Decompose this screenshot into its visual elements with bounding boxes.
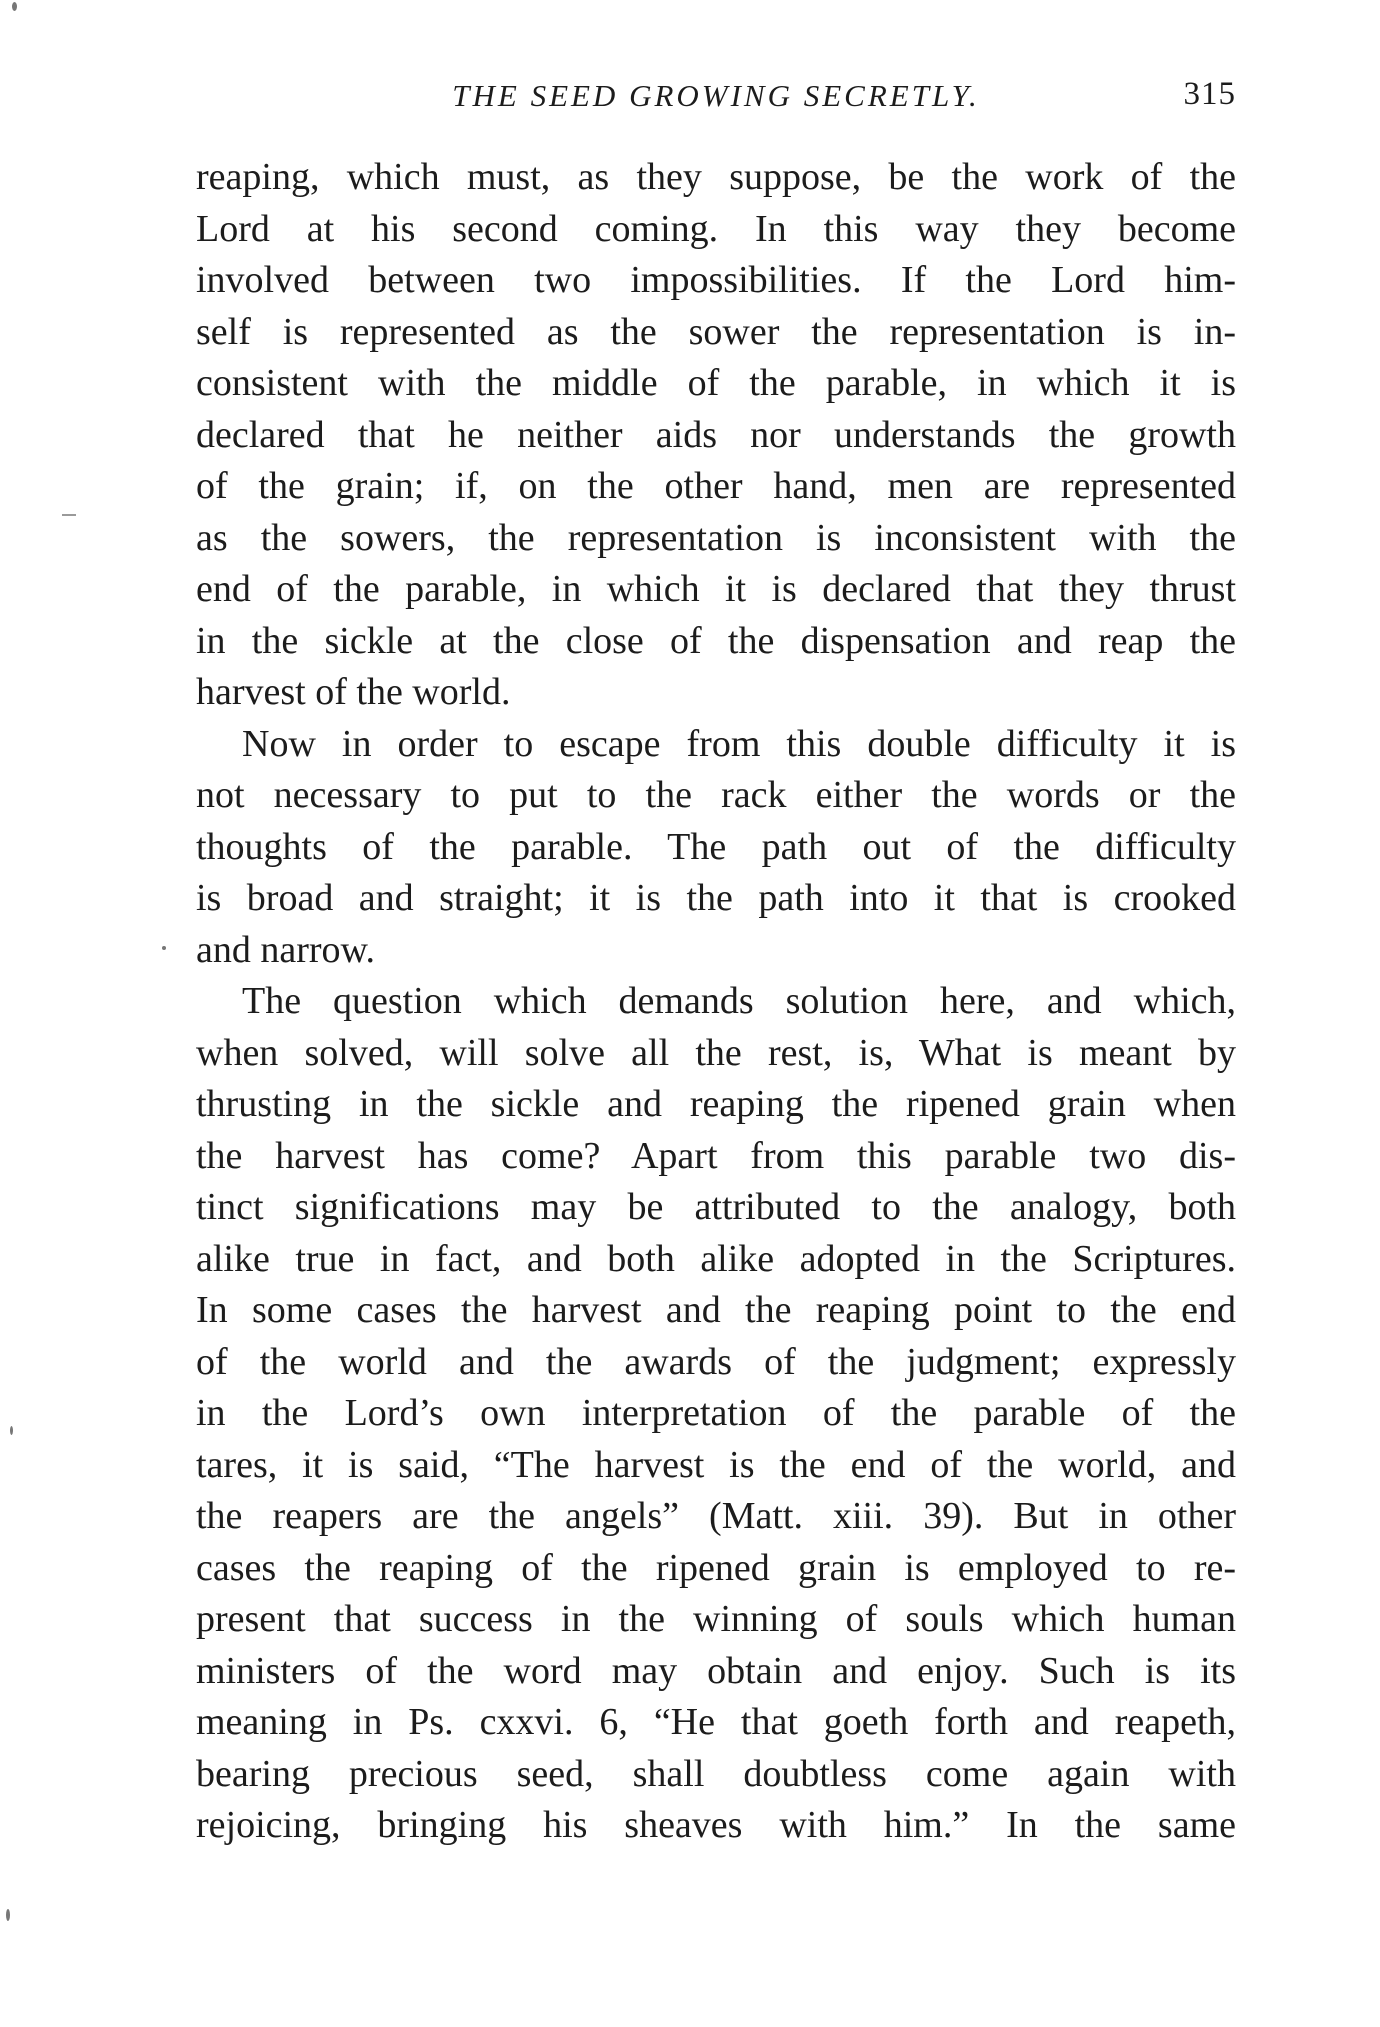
text-line: the harvest has come? Apart from this parable two dis- (196, 1134, 1236, 1177)
text-line: Now in order to escape from this double difficulty it is (242, 722, 1236, 765)
text-line: meaning in Ps. cxxvi. 6, “He that goeth forth and reapeth, (196, 1701, 1236, 1743)
text-line: not necessary to put to the rack either the words or the (196, 774, 1236, 816)
text-line: The question which demands solution here, and which, (242, 980, 1236, 1022)
text-line: as the sowers, the representation is inconsistent with the (196, 516, 1236, 559)
text-line: declared that he neither aids nor understands the growth (196, 413, 1236, 456)
text-line: consistent with the middle of the parable, in which it is (196, 362, 1236, 404)
text-line: reaping, which must, as they suppose, be the work of the (196, 156, 1236, 198)
text-line: is broad and straight; it is the path into it that is crooked (196, 877, 1236, 919)
page-number: 315 (1183, 76, 1236, 112)
text-line: in the sickle at the close of the dispensation and reap the (196, 619, 1236, 662)
text-line: Lord at his second coming. In this way they become (196, 207, 1236, 250)
text-line: when solved, will solve all the rest, is, What is meant by (196, 1031, 1236, 1074)
text-line: of the world and the awards of the judgment; expressly (196, 1340, 1236, 1383)
text-line: rejoicing, bringing his sheaves with him.” In the same (196, 1804, 1236, 1846)
text-line: present that success in the winning of souls which human (196, 1598, 1236, 1640)
text-line: thoughts of the parable. The path out of the difficulty (196, 825, 1236, 868)
body-text (196, 152, 1236, 1852)
text-line: ministers of the word may obtain and enjoy. Such is its (196, 1649, 1236, 1692)
text-line: tinct significations may be attributed to the analogy, both (196, 1186, 1236, 1228)
text-line: cases the reaping of the ripened grain is employed to re- (196, 1546, 1236, 1589)
text-line: involved between two impossibilities. If the Lord him- (196, 259, 1236, 301)
page-speck (162, 946, 166, 950)
text-line: in the Lord’s own interpretation of the parable of the (196, 1392, 1236, 1434)
text-line: and narrow. (196, 928, 376, 971)
text-line: of the grain; if, on the other hand, men are represented (196, 465, 1236, 507)
text-line: end of the parable, in which it is declared that they thrust (196, 568, 1236, 610)
text-line: tares, it is said, “The harvest is the end of the world, and (196, 1443, 1236, 1486)
text-line: thrusting in the sickle and reaping the ripened grain when (196, 1083, 1236, 1125)
running-title: THE SEED GROWING SECRETLY. (452, 78, 980, 113)
text-line: alike true in fact, and both alike adopted in the Scriptures. (196, 1237, 1236, 1280)
running-head (196, 74, 1236, 124)
text-line: the reapers are the angels” (Matt. xiii. 39). But in other (196, 1495, 1236, 1537)
margin-mark (62, 514, 76, 516)
page-speck (12, 2, 17, 11)
text-line: harvest of the world. (196, 671, 511, 713)
text-line: bearing precious seed, shall doubtless come again with (196, 1752, 1236, 1795)
text-line: In some cases the harvest and the reaping point to the end (196, 1289, 1236, 1331)
page-speck (6, 1909, 10, 1921)
page-speck (10, 1426, 13, 1435)
text-line: self is represented as the sower the representation is in- (196, 310, 1236, 353)
